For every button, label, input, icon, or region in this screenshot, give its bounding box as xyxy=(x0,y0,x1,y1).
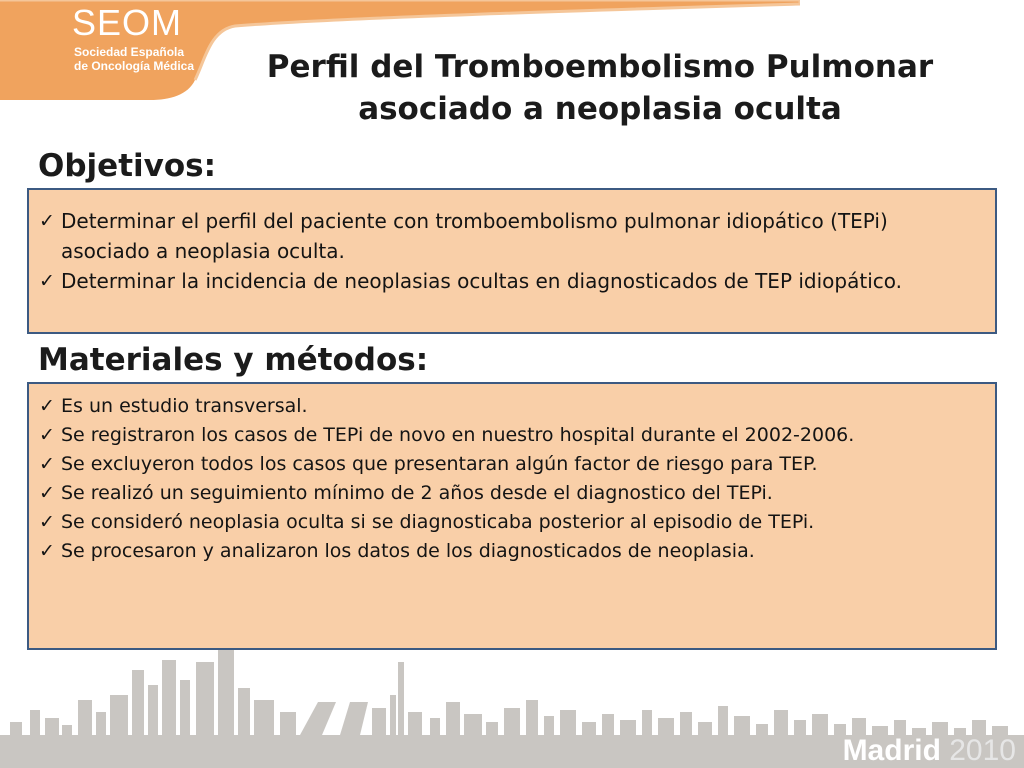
method-item xyxy=(39,392,983,421)
method-item-text: Se consideró neoplasia oculta si se diagnosticaba posterior al episodio de TEPi. xyxy=(61,511,815,533)
footer-year: 2010 xyxy=(949,734,1016,767)
method-item xyxy=(39,450,983,479)
check-icon: ✓ xyxy=(39,395,55,417)
method-item xyxy=(39,508,983,537)
footer-city: Madrid xyxy=(842,734,941,767)
check-icon: ✓ xyxy=(39,511,55,533)
methods-heading: Materiales y métodos: xyxy=(38,342,429,378)
methods-box xyxy=(27,382,997,650)
objectives-heading: Objetivos: xyxy=(38,148,216,184)
method-item-text: Se procesaron y analizaron los datos de los diagnosticados de neoplasia. xyxy=(61,540,755,562)
objective-item xyxy=(39,266,975,296)
check-icon: ✓ xyxy=(39,482,55,504)
slide-title-line2: asociado a neoplasia oculta xyxy=(358,91,842,127)
objective-item-text: Determinar el perfil del paciente con tromboembolismo pulmonar idiopático (TEPi) asociado a neoplasia oculta. xyxy=(61,209,888,263)
check-icon: ✓ xyxy=(39,453,55,475)
objective-item-text: Determinar la incidencia de neoplasias ocultas en diagnosticados de TEP idiopático. xyxy=(61,269,902,293)
method-item xyxy=(39,479,983,508)
method-item-text: Se registraron los casos de TEPi de novo en nuestro hospital durante el 2002-2006. xyxy=(61,424,855,446)
logo-name: SEOM xyxy=(72,2,183,43)
slide-title xyxy=(200,46,1000,130)
check-icon: ✓ xyxy=(39,540,55,562)
slide-title-line1: Perfil del Tromboembolismo Pulmonar xyxy=(266,49,934,85)
check-icon: ✓ xyxy=(39,210,55,232)
check-icon: ✓ xyxy=(39,270,55,292)
check-icon: ✓ xyxy=(39,424,55,446)
method-item-text: Se realizó un seguimiento mínimo de 2 años desde el diagnostico del TEPi. xyxy=(61,482,773,504)
footer-city-year xyxy=(843,734,1016,768)
logo-subtitle-line2: de Oncología Médica xyxy=(74,59,195,73)
method-item-text: Es un estudio transversal. xyxy=(61,395,308,417)
method-item xyxy=(39,537,983,566)
logo-subtitle-line1: Sociedad Española xyxy=(74,45,185,59)
objective-item xyxy=(39,206,975,266)
objectives-box xyxy=(27,188,997,334)
method-item-text: Se excluyeron todos los casos que presentaran algún factor de riesgo para TEP. xyxy=(61,453,818,475)
method-item xyxy=(39,421,983,450)
